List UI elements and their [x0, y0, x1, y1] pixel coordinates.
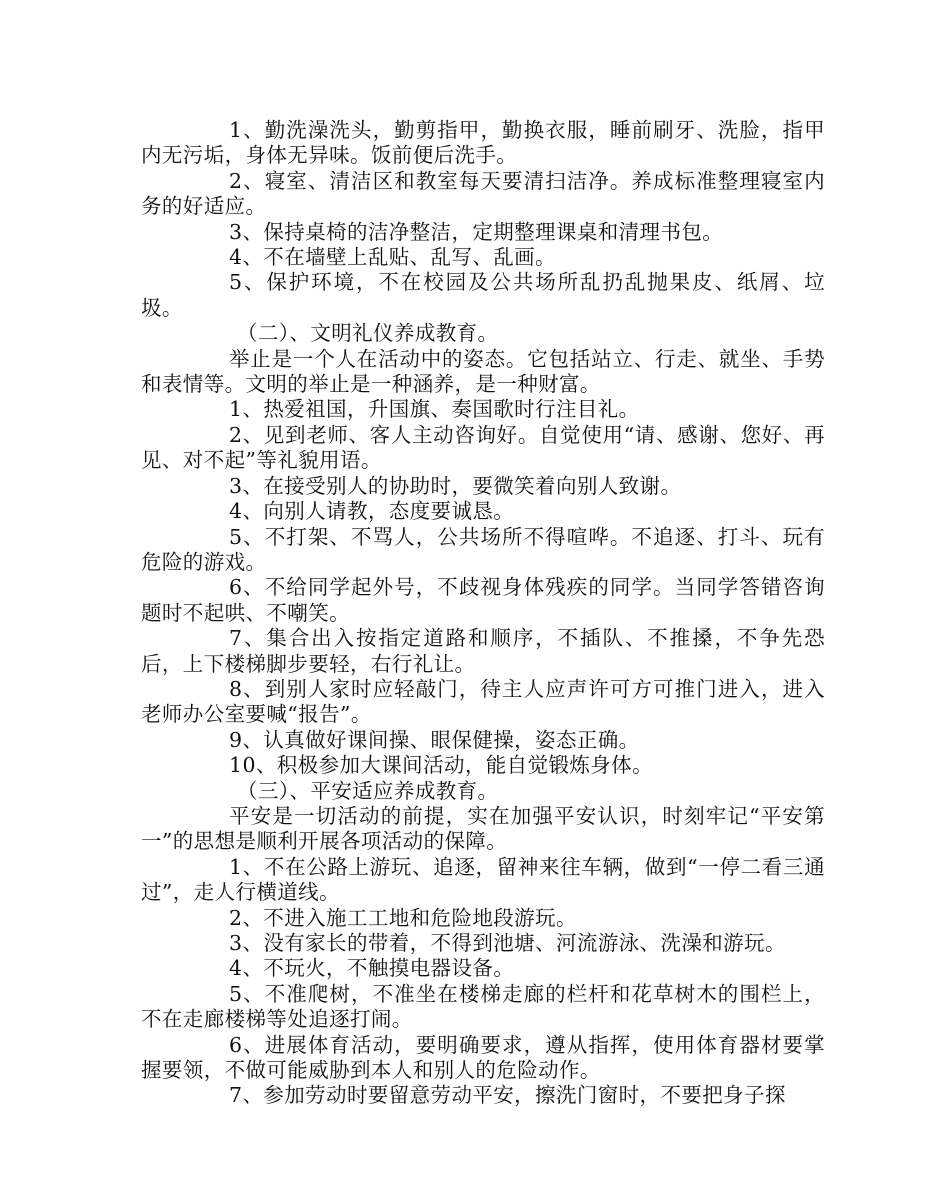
- list-item: 2、寝室、清洁区和教室每天要清扫洁净。养成标准整理寝室内务的好适应。: [141, 168, 825, 219]
- list-item: 5、不打架、不骂人，公共场所不得喧哗。不追逐、打斗、玩有危险的游戏。: [141, 524, 825, 574]
- list-item: 2、不进入施工工地和危险地段游玩。: [229, 905, 577, 930]
- list-item: 8、到别人家时应轻敲门，待主人应声许可方可推门进入，进入老师办公室要喊“报告”。: [141, 676, 825, 727]
- list-item: 1、热爱祖国，升国旗、奏国歌时行注目礼。: [229, 397, 640, 422]
- list-item: 9、认真做好课间操、眼保健操，姿态正确。: [229, 727, 640, 752]
- list-item: 7、集合出入按指定道路和顺序，不插队、不推搡，不争先恐后，上下楼梯脚步要轻，右行礼让。: [141, 626, 825, 676]
- list-item: 3、保持桌椅的洁净整洁，定期整理课桌和清理书包。: [229, 219, 724, 244]
- list-item: 3、没有家长的带着，不得到池塘、河流游泳、洗澡和游玩。: [229, 931, 786, 955]
- list-item: 4、不玩火，不触摸电器设备。: [229, 956, 515, 981]
- list-item: 6、进展体育活动，要明确要求，遵从指挥，使用体育器材要掌握要领，不做可能威胁到本人和别人的危险动作。: [141, 1032, 825, 1083]
- section-heading: （二）、文明礼仪养成教育。: [237, 321, 499, 346]
- list-item: 4、向别人请教，态度要诚恳。: [229, 499, 515, 524]
- list-item: 5、保护环境，不在校园及公共场所乱扔乱抛果皮、纸屑、垃圾。: [141, 270, 825, 320]
- list-item: 1、不在公路上游玩、追逐，留神来往车辆，做到“一停二看三通过”，走人行横道线。: [141, 854, 825, 905]
- document-body: [141, 118, 825, 1109]
- list-item: 3、在接受别人的协助时，要微笑着向别人致谢。: [229, 473, 682, 498]
- list-item: 7、参加劳动时要留意劳动平安，擦洗门窗时，不要把身子探: [229, 1083, 786, 1108]
- list-item: 2、见到老师、客人主动咨询好。自觉使用“请、感谢、您好、再见、对不起”等礼貌用语。: [141, 422, 825, 473]
- list-item: 10、积极参加大课间活动，能自觉锻炼身体。: [229, 753, 653, 778]
- list-item: 5、不准爬树，不准坐在楼梯走廊的栏杆和花草树木的围栏上，不在走廊楼梯等处追逐打闹。: [141, 981, 825, 1032]
- body-paragraph: 举止是一个人在活动中的姿态。它包括站立、行走、就坐、手势和表情等。文明的举止是一种涵养，是一种财富。: [141, 346, 825, 397]
- list-item: 6、不给同学起外号，不歧视身体残疾的同学。当同学答错咨询题时不起哄、不嘲笑。: [141, 575, 825, 625]
- list-item: 1、勤洗澡洗头，勤剪指甲，勤换衣服，睡前刷牙、洗脸，指甲内无污垢，身体无异味。饭前便后洗手。: [141, 118, 825, 168]
- list-item: 4、不在墙壁上乱贴、乱写、乱画。: [229, 245, 556, 270]
- body-paragraph: 平安是一切活动的前提，实在加强平安认识，时刻牢记“平安第一”的思想是顺利开展各项活动的保障。: [141, 803, 825, 854]
- section-heading: （三）、平安适应养成教育。: [237, 778, 499, 803]
